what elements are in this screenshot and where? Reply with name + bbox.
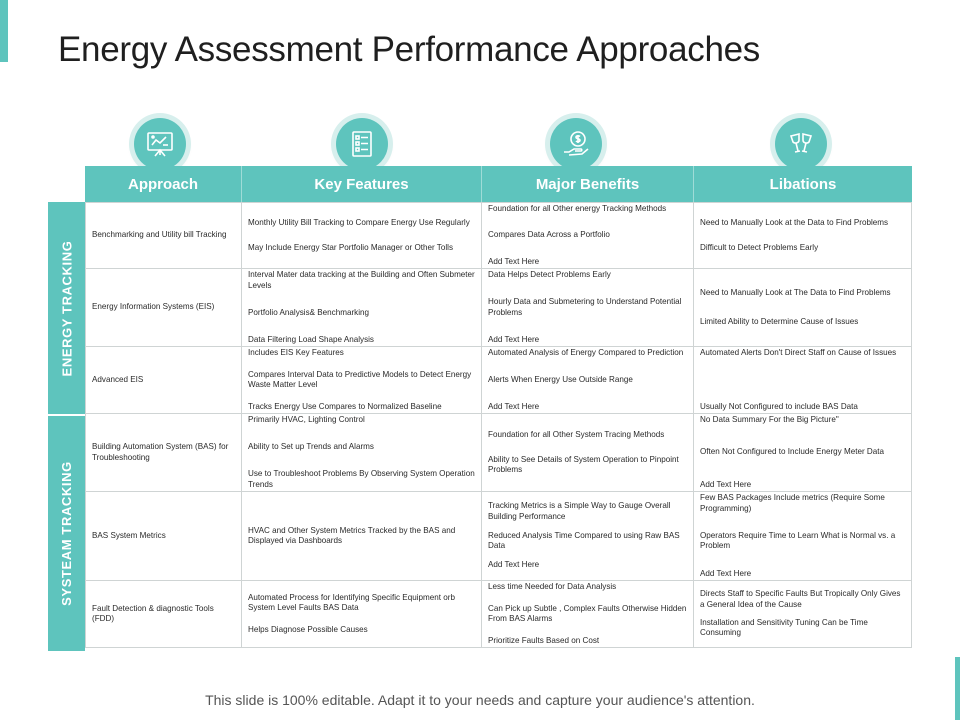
benefit-text: Automated Analysis of Energy Compared to Prediction <box>488 348 684 357</box>
header-key-features: Key Features <box>242 166 482 202</box>
feature-text: Helps Diagnose Possible Causes <box>248 624 368 634</box>
presentation-board-icon <box>134 118 186 170</box>
benefit-text: Compares Data Across a Portfolio <box>488 230 610 240</box>
benefit-text: Less time Needed for Data Analysis <box>488 582 617 591</box>
libations-cell <box>694 414 912 491</box>
feature-text: Automated Process for Identifying Specific Equipment orb System Level Faults BAS Data <box>248 592 455 613</box>
group-label-energy-tracking <box>48 202 85 416</box>
benefit-text: Hourly Data and Submetering to Understand Potential Problems <box>488 297 682 317</box>
approach-cell <box>85 269 242 346</box>
benefit-text: Add Text Here <box>488 560 540 570</box>
money-hand-icon <box>550 118 602 170</box>
checklist-icon <box>336 118 388 170</box>
feature-text: Ability to Set up Trends and Alarms <box>248 442 374 451</box>
benefit-text: Foundation for all Other System Tracing Methods <box>488 429 665 439</box>
table-row <box>85 581 912 648</box>
benefit-text: Add Text Here <box>488 401 540 411</box>
accent-bar-top <box>0 0 8 62</box>
page-title: Energy Assessment Performance Approaches <box>58 30 760 69</box>
wine-glasses-icon <box>775 118 827 170</box>
table-row <box>85 269 912 347</box>
benefit-text: Prioritize Faults Based on Cost <box>488 635 600 645</box>
libation-text: Limited Ability to Determine Cause of Issues <box>700 316 859 326</box>
approach-text: Advanced EIS <box>92 374 144 384</box>
libations-cell <box>694 581 912 647</box>
approach-cell <box>85 203 242 268</box>
feature-text: Portfolio Analysis& Benchmarking <box>248 307 370 317</box>
libation-text: Need to Manually Look at the Data to Find Problems <box>700 218 889 227</box>
approach-cell <box>85 581 242 647</box>
footer-note: This slide is 100% editable. Adapt it to your needs and capture your audience's attention. <box>205 692 755 708</box>
libation-text: Add Text Here <box>700 568 752 578</box>
features-cell <box>242 414 482 491</box>
feature-text: Primarily HVAC, Lighting Control <box>248 415 365 424</box>
feature-text: Data Filtering Load Shape Analysis <box>248 334 374 344</box>
feature-text: Compares Interval Data to Predictive Models to Detect Energy Waste Matter Level <box>248 369 472 389</box>
group-label-system-tracking <box>48 416 85 651</box>
approach-cell <box>85 414 242 491</box>
libation-text: Automated Alerts Don't Direct Staff on Cause of Issues <box>700 348 897 357</box>
benefit-text: Ability to See Details of System Operation to Pinpoint Problems <box>488 454 679 474</box>
benefits-cell <box>482 347 694 413</box>
table-row <box>85 347 912 414</box>
benefit-text: Data Helps Detect Problems Early <box>488 270 611 279</box>
group-label-text: ENERGY TRACKING <box>59 240 75 376</box>
benefit-text: Alerts When Energy Use Outside Range <box>488 374 633 384</box>
libation-text: No Data Summary For the Big Picture" <box>700 415 839 424</box>
features-cell <box>242 269 482 346</box>
feature-text: Monthly Utility Bill Tracking to Compare Energy Use Regularly <box>248 218 470 227</box>
benefits-cell <box>482 269 694 346</box>
libation-text: Few BAS Packages Include metrics (Require Some Programming) <box>700 493 885 513</box>
libations-cell <box>694 203 912 268</box>
benefit-text: Add Text Here <box>488 334 540 344</box>
libation-text: Directs Staff to Specific Faults But Tropically Only Gives a General Idea of the Cause <box>700 589 901 609</box>
libations-cell <box>694 269 912 346</box>
features-cell <box>242 203 482 268</box>
benefit-text: Foundation for all Other energy Tracking Methods <box>488 204 667 213</box>
libation-text: Often Not Configured to Include Energy Meter Data <box>700 447 885 457</box>
table-row <box>85 492 912 581</box>
libation-text: Usually Not Configured to include BAS Data <box>700 401 858 411</box>
features-cell <box>242 581 482 647</box>
libation-text: Need to Manually Look at The Data to Find Problems <box>700 288 891 297</box>
benefits-cell <box>482 581 694 647</box>
group-label-text: SYSTEAM TRACKING <box>59 461 75 606</box>
benefit-text: Can Pick up Subtle , Complex Faults Otherwise Hidden From BAS Alarms <box>488 603 687 623</box>
benefits-cell <box>482 203 694 268</box>
approach-text: Building Automation System (BAS) for Troubleshooting <box>92 442 229 462</box>
assessment-table <box>85 202 912 648</box>
table-header <box>85 166 912 202</box>
benefit-text: Tracking Metrics is a Simple Way to Gauge Overall Building Performance <box>488 501 671 521</box>
feature-text: Interval Mater data tracking at the Building and Often Submeter Levels <box>248 270 475 290</box>
libation-text: Operators Require Time to Learn What is Normal vs. a Problem <box>700 530 896 551</box>
feature-text: Includes EIS Key Features <box>248 348 344 357</box>
feature-text: HVAC and Other System Metrics Tracked by the BAS and Displayed via Dashboards <box>248 525 456 545</box>
benefits-cell <box>482 492 694 580</box>
approach-cell <box>85 492 242 580</box>
libations-cell <box>694 492 912 580</box>
benefits-cell <box>482 414 694 491</box>
header-approach: Approach <box>85 166 242 202</box>
header-libations: Libations <box>769 175 837 193</box>
benefit-text: Reduced Analysis Time Compared to using Raw BAS Data <box>488 530 680 551</box>
header-major-benefits: Major Benefits <box>482 166 694 202</box>
libations-cell <box>694 347 912 413</box>
features-cell <box>242 492 482 580</box>
approach-cell <box>85 347 242 413</box>
table-row <box>85 414 912 492</box>
table-row <box>85 202 912 269</box>
feature-text: Use to Troubleshoot Problems By Observing System Operation Trends <box>248 469 475 489</box>
features-cell <box>242 347 482 413</box>
approach-text: Benchmarking and Utility bill Tracking <box>92 230 227 240</box>
approach-text: BAS System Metrics <box>92 530 166 540</box>
feature-text: May Include Energy Star Portfolio Manager or Other Tolls <box>248 242 453 252</box>
accent-bar-bottom <box>955 657 960 720</box>
libation-text: Installation and Sensitivity Tuning Can be Time Consuming <box>700 617 868 638</box>
libation-text: Difficult to Detect Problems Early <box>700 242 819 252</box>
benefit-text: Add Text Here <box>488 256 540 266</box>
approach-text: Energy Information Systems (EIS) <box>92 302 215 312</box>
libation-text: Add Text Here <box>700 479 752 489</box>
approach-text: Fault Detection & diagnostic Tools (FDD) <box>92 603 214 623</box>
feature-text: Tracks Energy Use Compares to Normalized Baseline <box>248 401 442 411</box>
